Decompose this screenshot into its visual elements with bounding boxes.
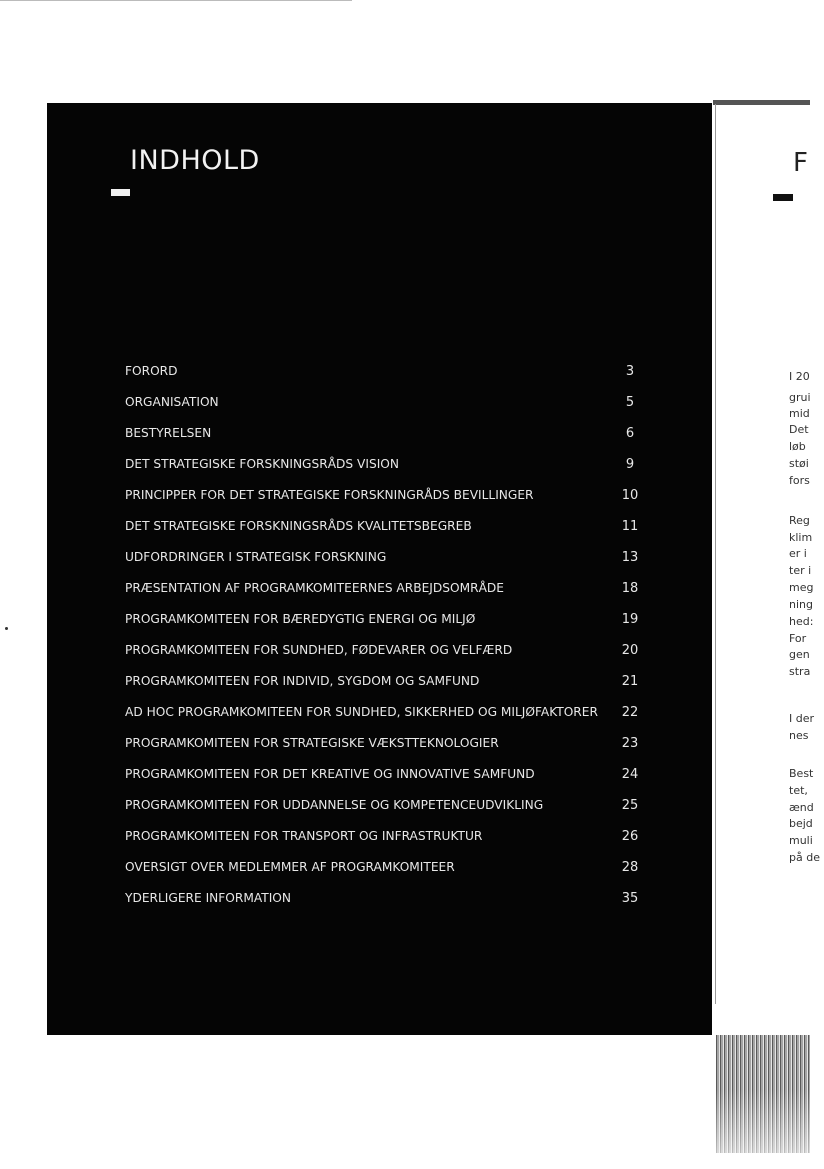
toc-item-label: AD HOC PROGRAMKOMITEEN FOR SUNDHED, SIKKERHED OG MILJØFAKTORER [125,705,598,719]
facing-page-line: grui [789,391,811,404]
facing-page-line: klim [789,531,813,544]
toc-item-label: PROGRAMKOMITEEN FOR DET KREATIVE OG INNOVATIVE SAMFUND [125,767,535,781]
facing-page-line: stra [789,665,811,678]
facing-page-line: fors [789,474,810,487]
toc-item-label: OVERSIGT OVER MEDLEMMER AF PROGRAMKOMITEER [125,860,455,874]
toc-item-label: FORORD [125,364,178,378]
toc-item-label: DET STRATEGISKE FORSKNINGSRÅDS VISION [125,457,400,471]
scan-artifact-fade [716,1090,810,1153]
toc-item [125,550,645,570]
facing-page-line: For [789,632,807,645]
toc-item-page: 10 [621,488,639,503]
facing-page-line: Det [789,423,809,436]
facing-page-line: ænd [789,801,814,814]
facing-page-line: er i [789,547,807,560]
toc-item-page: 5 [625,395,635,410]
toc-item [125,612,645,632]
toc-item-page: 35 [621,891,639,906]
contents-panel [47,103,712,1035]
toc-item [125,457,645,477]
toc-item [125,674,645,694]
toc-item-label: PRINCIPPER FOR DET STRATEGISKE FORSKNINGRÅDS BEVILLINGER [125,488,534,502]
toc-item-label: PROGRAMKOMITEEN FOR INDIVID, SYGDOM OG SAMFUND [125,674,480,688]
facing-page-line: meg [789,581,814,594]
toc-item [125,705,645,725]
toc-item-page: 9 [625,457,635,472]
toc-item-page: 6 [625,426,635,441]
toc-item [125,488,645,508]
toc-item-page: 23 [621,736,639,751]
toc-item [125,891,645,911]
top-rule [0,0,352,1]
toc-item-page: 20 [621,643,639,658]
toc-item-label: PROGRAMKOMITEEN FOR STRATEGISKE VÆKSTTEKNOLOGIER [125,736,499,750]
toc-item [125,364,645,384]
facing-page-line: bejd [789,817,813,830]
toc-item-page: 28 [621,860,639,875]
toc-item [125,426,645,446]
toc-item-page: 22 [621,705,639,720]
facing-page-line: Best [789,767,814,780]
toc-item [125,767,645,787]
toc-item-label: PRÆSENTATION AF PROGRAMKOMITEERNES ARBEJDSOMRÅDE [125,581,505,595]
toc-item [125,581,645,601]
toc-item [125,395,645,415]
facing-page-fragment [713,100,824,1045]
page-title: INDHOLD [130,145,260,176]
facing-page-line: gen [789,648,810,661]
facing-page-line: nes [789,729,809,742]
facing-page-line: tet, [789,784,808,797]
toc-item [125,829,645,849]
facing-page-line: mid [789,407,810,420]
facing-page-line: hed: [789,615,814,628]
facing-page-rule [713,100,810,105]
facing-page-line: på de [789,851,820,864]
toc-item-page: 21 [621,674,639,689]
facing-page-line: muli [789,834,813,847]
toc-item-label: YDERLIGERE INFORMATION [125,891,292,905]
toc-item-page: 24 [621,767,639,782]
toc-item [125,798,645,818]
facing-page-line: ning [789,598,813,611]
table-of-contents [47,103,712,1035]
toc-item-label: PROGRAMKOMITEEN FOR BÆREDYGTIG ENERGI OG MILJØ [125,612,476,626]
toc-item-page: 26 [621,829,639,844]
toc-item-page: 18 [621,581,639,596]
toc-item-label: PROGRAMKOMITEEN FOR SUNDHED, FØDEVARER OG VELFÆRD [125,643,513,657]
facing-page-line: I der [789,712,815,725]
facing-page-edge [715,104,716,1004]
toc-item [125,860,645,880]
facing-page-line: støi [789,457,809,470]
toc-item-label: DET STRATEGISKE FORSKNINGSRÅDS KVALITETSBEGREB [125,519,472,533]
facing-page-line: I 20 [789,370,810,383]
facing-page-line: ter i [789,564,812,577]
toc-item-page: 11 [621,519,639,534]
toc-item-page: 25 [621,798,639,813]
toc-item-page: 3 [625,364,635,379]
facing-page-line: løb [789,440,806,453]
toc-item-page: 13 [621,550,639,565]
toc-item-label: PROGRAMKOMITEEN FOR UDDANNELSE OG KOMPETENCEUDVIKLING [125,798,544,812]
scan-speck [5,627,8,630]
toc-item-label: BESTYRELSEN [125,426,212,440]
facing-page-heading-letter: F [793,148,808,178]
toc-item-label: UDFORDRINGER I STRATEGISK FORSKNING [125,550,387,564]
toc-item-label: ORGANISATION [125,395,219,409]
toc-item [125,736,645,756]
toc-item-label: PROGRAMKOMITEEN FOR TRANSPORT OG INFRASTRUKTUR [125,829,483,843]
toc-item [125,519,645,539]
facing-page-accent-bar [773,194,793,201]
toc-item [125,643,645,663]
facing-page-line: Reg [789,514,810,527]
toc-item-page: 19 [621,612,639,627]
